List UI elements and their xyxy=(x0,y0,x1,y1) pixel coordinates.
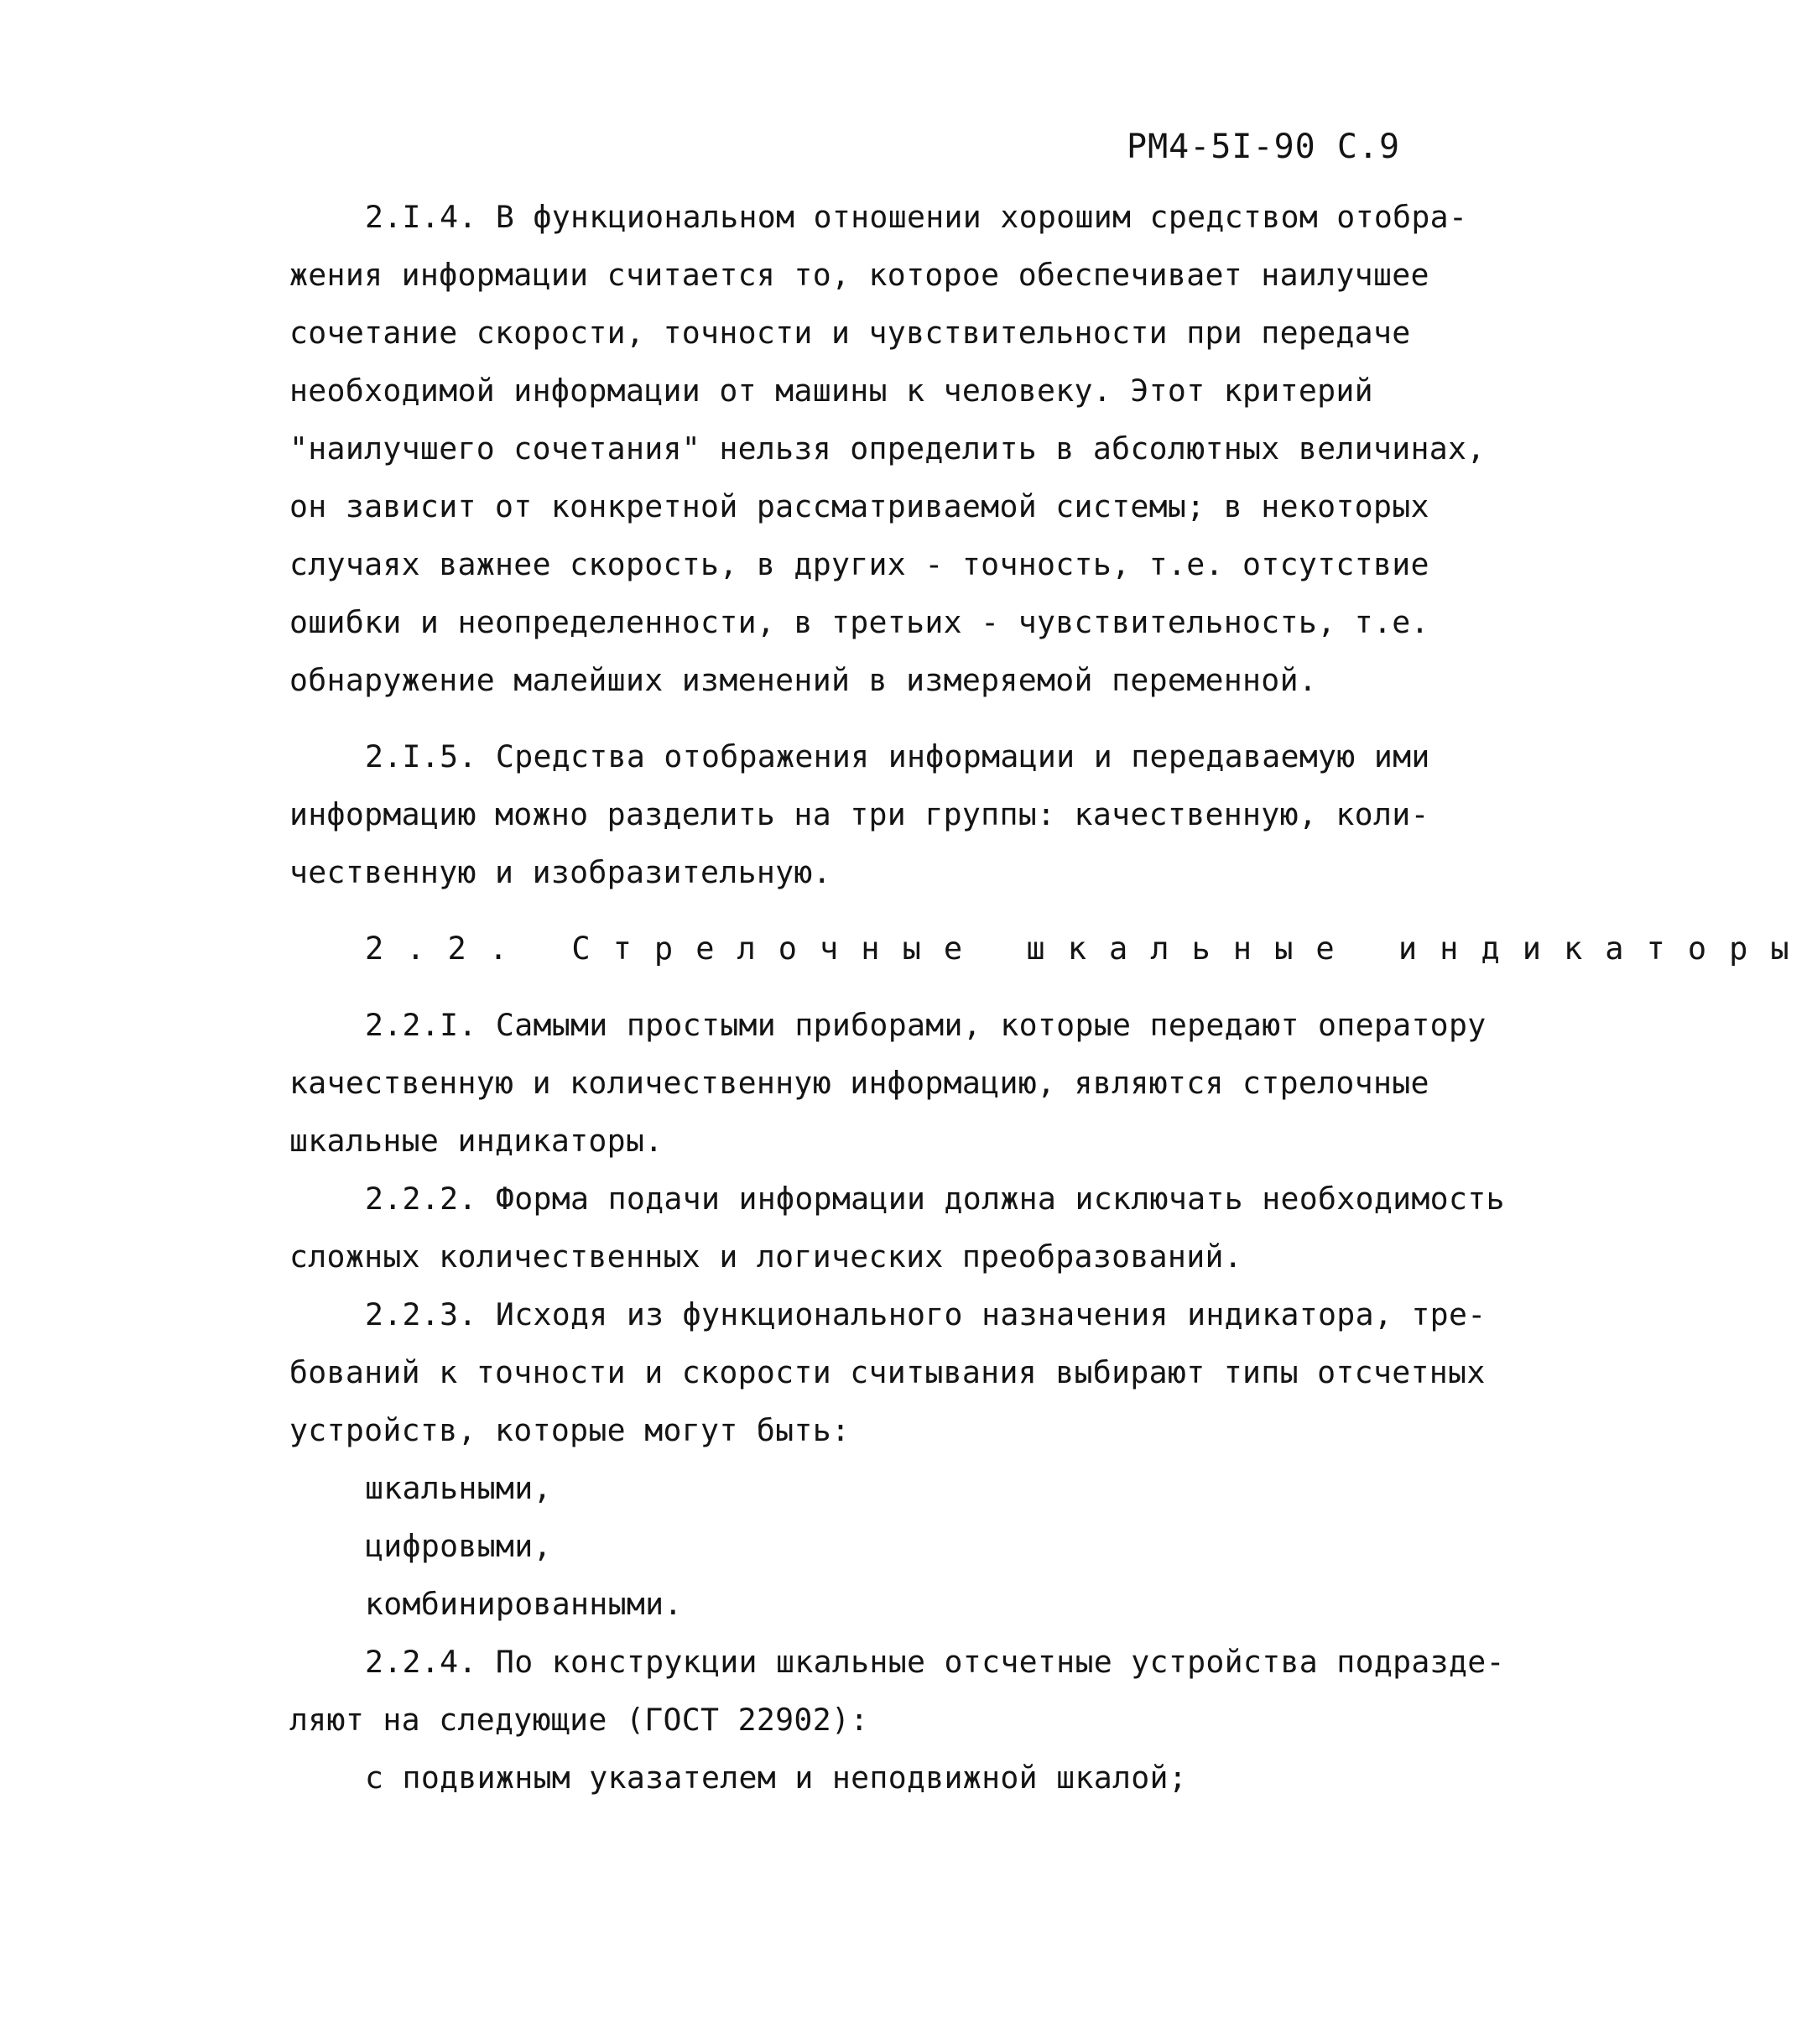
text-line: 2.2.2. Форма подачи информации должна исключать необходимость xyxy=(365,1181,1505,1217)
text-line: устройств, которые могут быть: xyxy=(289,1412,851,1448)
page-header: РМ4-5I-90 С.9 xyxy=(1127,128,1401,166)
paragraph-2-2-3 xyxy=(289,1285,1487,1459)
text-line: сочетание скорости, точности и чувствительности при передаче xyxy=(289,315,1411,351)
list-item: с подвижным указателем и неподвижной шкалой; xyxy=(365,1760,1188,1796)
text-line: необходимой информации от машины к человеку. Этот критерий xyxy=(289,373,1373,409)
text-line: 2.2.3. Исходя из функционального назначения индикатора, тре- xyxy=(365,1296,1487,1332)
list-2-2-4 xyxy=(289,1749,1464,1807)
text-line: 2.2.I. Самыми простыми приборами, которые передают оператору xyxy=(365,1007,1487,1043)
text-line: 2.I.5. Средства отображения информации и передаваемую ими xyxy=(365,738,1430,774)
paragraph-2-1-4 xyxy=(289,188,1486,709)
text-line: сложных количественных и логических преобразований. xyxy=(289,1238,1243,1275)
text-line: шкальные индикаторы. xyxy=(289,1123,664,1159)
text-line: бований к точности и скорости считывания выбирают типы отсчетных xyxy=(289,1354,1486,1390)
paragraph-2-1-5 xyxy=(289,727,1464,901)
text-line: информацию можно разделить на три группы: качественную, коли- xyxy=(289,796,1429,832)
text-line: 2.2.4. По конструкции шкальные отсчетные устройства подразде- xyxy=(365,1644,1505,1680)
paragraph-2-2-1 xyxy=(289,996,1487,1170)
text-line: качественную и количественную информацию, являются стрелочные xyxy=(289,1065,1429,1101)
list-item: цифровыми, xyxy=(365,1528,552,1564)
text-line: случаях важнее скорость, в других - точность, т.е. отсутствие xyxy=(289,546,1429,582)
text-line: жения информации считается то, которое обеспечивает наилучшее xyxy=(289,257,1429,293)
text-line: он зависит от конкретной рассматриваемой системы; в некоторых xyxy=(289,488,1429,524)
text-line: ляют на следующие (ГОСТ 22902): xyxy=(289,1702,869,1738)
text-line: чественную и изобразительную. xyxy=(289,854,831,890)
section-heading: 2.2. Стрелочные шкальные индикаторы xyxy=(365,931,1812,967)
text-line: 2.I.4. В функциональном отношении хорошим средством отобра- xyxy=(365,199,1468,235)
list-2-2-3 xyxy=(289,1459,1464,1633)
text-line: обнаружение малейших изменений в измеряемой переменной. xyxy=(289,662,1318,698)
list-item: шкальными, xyxy=(365,1470,552,1506)
paragraph-2-2-2 xyxy=(289,1170,1505,1285)
document-body xyxy=(289,188,1812,1807)
paragraph-2-2-4 xyxy=(289,1633,1505,1749)
list-item: комбинированными. xyxy=(365,1586,683,1622)
section-heading-2-2 xyxy=(289,920,1812,978)
text-line: "наилучшего сочетания" нельзя определить в абсолютных величинах, xyxy=(289,430,1486,467)
text-line: ошибки и неопределенности, в третьих - чувствительность, т.е. xyxy=(289,604,1429,640)
